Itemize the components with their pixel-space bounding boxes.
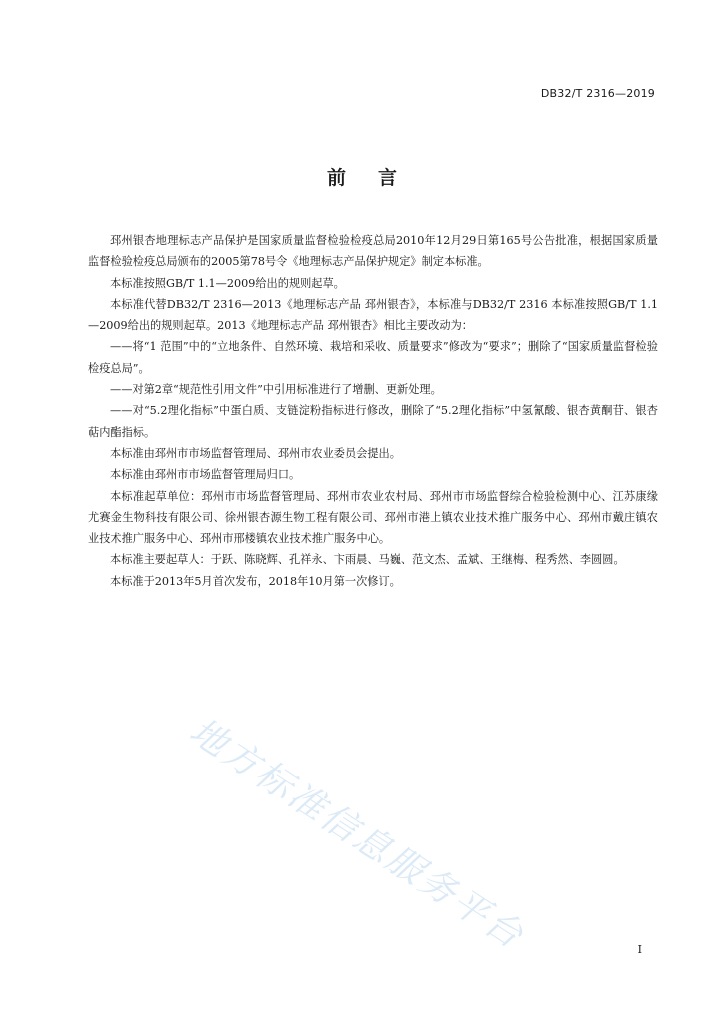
page-number: I (637, 943, 642, 956)
paragraph-change-indicators: ——对“5.2理化指标”中蛋白质、支链淀粉指标进行修改，删除了“5.2理化指标”中氢氰酸、银杏黄酮苷、银杏萜内酯指标。 (88, 404, 658, 439)
paragraph-proposed-by: 本标准由邳州市市场监督管理局、邳州市农业委员会提出。 (110, 446, 401, 460)
paragraph-change-scope: ——将“1 范围”中的“立地条件、自然环境、栽培和采收、质量要求”修改为“要求”；删除了“国家质量监督检验检疫总局”。 (88, 340, 658, 375)
paragraph-basis: 邳州银杏地理标志产品保护是国家质量监督检验检疫总局2010年12月29日第165号公告批准，根据国家质量监督检验检疫总局颁布的2005第78号令《地理标志产品保护规定》制定本标准。 (88, 234, 658, 269)
paragraph-drafting-rules: 本标准按照GB/T 1.1—2009给出的规则起草。 (110, 276, 345, 290)
page-title: 前言 (326, 167, 429, 189)
standard-code: DB32/T 2316—2019 (540, 87, 655, 100)
watermark: 地方标准信息服务平台 (182, 710, 532, 958)
preface-body (88, 230, 658, 592)
paragraph-change-references: ——对第2章“规范性引用文件”中引用标准进行了增删、更新处理。 (110, 383, 442, 397)
paragraph-drafters: 本标准主要起草人：于跃、陈晓辉、孔祥永、卞雨晨、马巍、范文杰、孟斌、王继梅、程秀然、李圆圆。 (110, 553, 625, 567)
paragraph-drafting-units: 本标准起草单位：邳州市市场监督管理局、邳州市农业农村局、邳州市市场监督综合检验检测中心、江苏康缘尤赛金生物科技有限公司、徐州银杏源生物工程有限公司、邳州市港上镇农业技术推广服务中心、邳州市戴庄镇农业技术推广服务中心、邳州市邢楼镇农业技术推广服务中心。 (88, 489, 658, 546)
paragraph-publication-history: 本标准于2013年5月首次发布，2018年10月第一次修订。 (110, 574, 401, 588)
paragraph-centralized-by: 本标准由邳州市市场监督管理局归口。 (110, 468, 301, 482)
paragraph-replacement: 本标准代替DB32/T 2316—2013《地理标志产品 邳州银杏》，本标准与DB32/T 2316 本标准按照GB/T 1.1—2009给出的规则起草。2013《地理标志产品 邳州银杏》相比主要改动为： (88, 297, 658, 333)
